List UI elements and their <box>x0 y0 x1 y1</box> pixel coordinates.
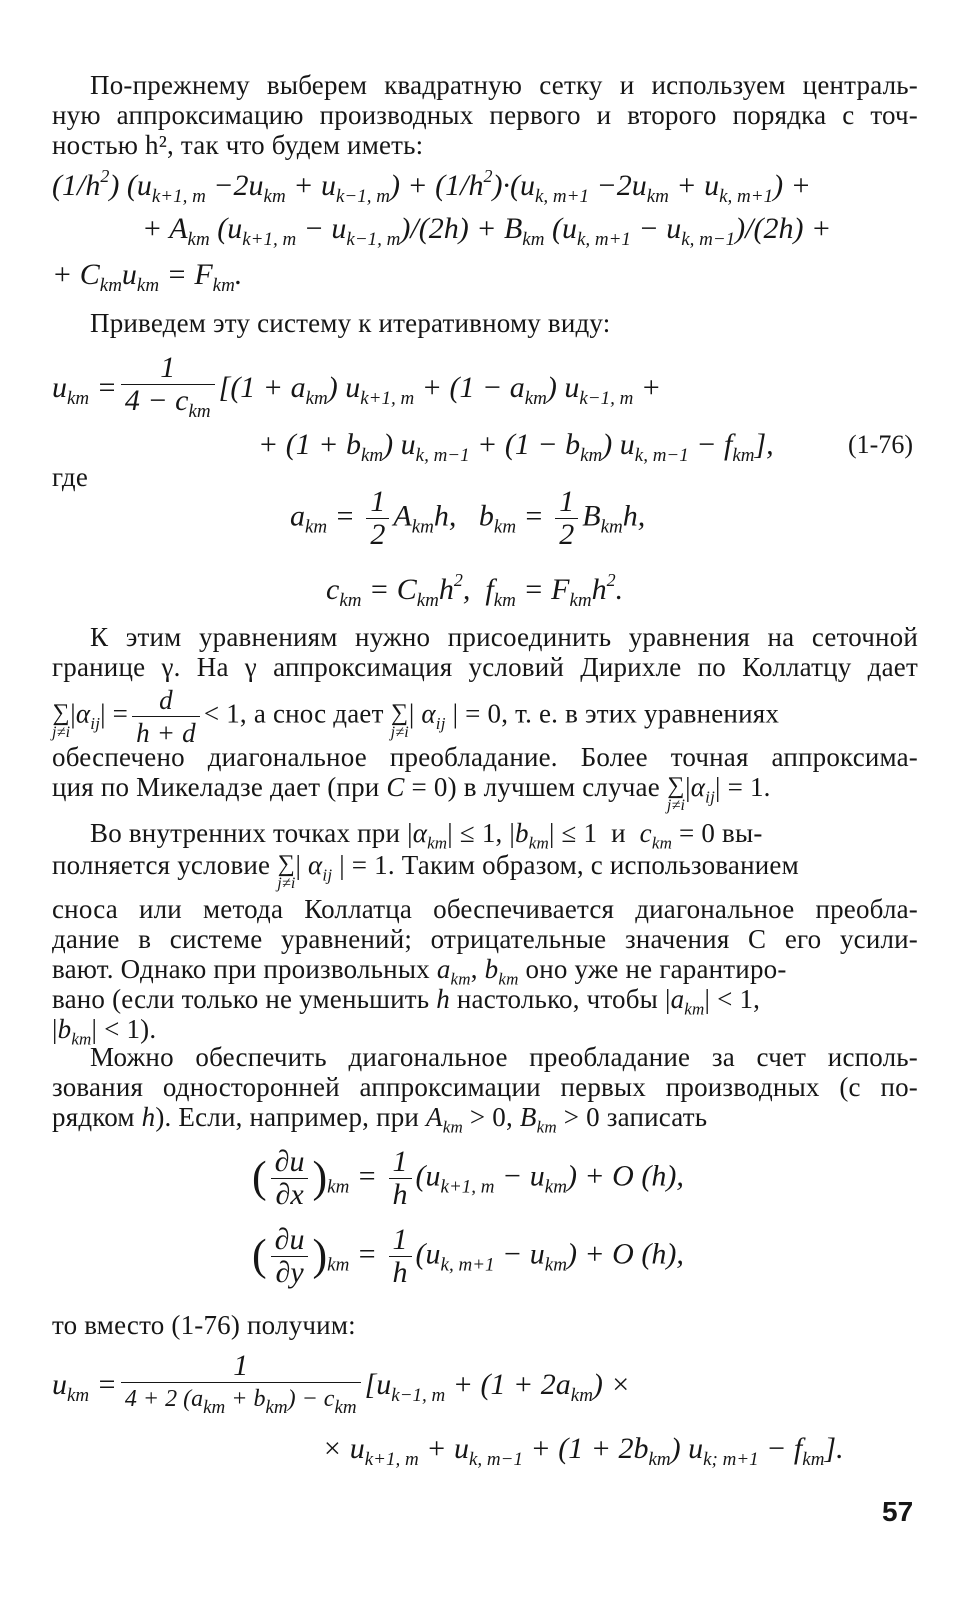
paragraph-3-line-4: обеспечено диагональное преобладание. Более точная аппроксима- <box>52 742 918 772</box>
paragraph-3-line-2: границе γ. На γ аппроксимация условий Дирихле по Коллатцу дает <box>52 652 918 682</box>
paragraph-1-line-2: ную аппроксимацию производных первого и второго порядка с точ- <box>52 100 918 130</box>
paragraph-4-line-6: вано (если только не уменьшить h настолько, чтобы $|a_{km}| < 1$, <box>52 984 761 1019</box>
paragraph-3-line-1: К этим уравнениям нужно присоединить уравнения на сеточной <box>90 622 918 652</box>
derivative-x-equation: ( $\frac{\partial u}{\partial x}$ )$_{km}$ = $\frac{1}{h}$ $(u_{k+1, m} - u_{km}) + O$ (h), <box>252 1145 684 1211</box>
paragraph-5-line-1: Можно обеспечить диагональное преобладание за счет исполь- <box>90 1042 918 1072</box>
paragraph-1-line-3: ностью h², так что будем иметь: <box>52 130 424 160</box>
system-equation-line-2: + $A_{km}$ $(u_{k+1, m} - u_{k-1, m})/(2h) + B_{km}$ $(u_{k, m+1} - u_{k, m-1})/(2h)$ + <box>142 212 832 250</box>
final-equation-line-2: × $u_{k+1, m} + u_{k, m-1} + (1 + 2b_{km}) u_{k; m+1} - f_{km}$]. <box>322 1432 844 1470</box>
paragraph-4-line-3: сноса или метода Коллатца обеспечивается диагональное преобла- <box>52 894 918 924</box>
paragraph-4-line-5: вают. Однако при произвольных $a_{km}$, $b_{km}$ оно уже не гарантиро- <box>52 954 787 989</box>
iterative-equation-line-2: + $(1 + b_{km})$ $u_{k, m-1} + (1 - b_{km}) u_{k, m-1} - f_{km}$], <box>258 428 774 466</box>
definitions-line-1: $a_{km}$ = $\frac{1}{2}$ $A_{km}h$, $b_{km}$ = $\frac{1}{2}$ $B_{km}h$, <box>290 485 646 551</box>
paragraph-4-line-4: дание в системе уравнений; отрицательные значения C его усили- <box>52 924 918 954</box>
paragraph-3-line-5: ция по Микеладзе дает (при C = 0) в лучшем случае ∑ j≠i $|\alpha_{ij}| = 1$. <box>52 772 771 814</box>
where-word: где <box>52 462 89 492</box>
page-number: 57 <box>882 1496 914 1527</box>
paragraph-4-line-2: полняется условие ∑ j≠i | $\alpha_{ij}$ | = 1. Таким образом, с использованием <box>52 850 799 892</box>
paragraph-5-line-2: зования односторонней аппроксимации первых производных (с по- <box>52 1072 918 1102</box>
paragraph-6: то вместо (1-76) получим: <box>52 1310 356 1340</box>
system-equation-line-1: $(1/h^2)$ $(u_{k+1, m} -2u_{km} + u_{k-1, m}) + (1/h^2)\cdot(u_{k, m+1} -2u_{km} + u_{k, m+1})$ + <box>52 166 811 207</box>
paragraph-3-line-3: ∑ j≠i $|\alpha_{ij}|$ = $\frac{d}{h + d}$ < 1, а снос дает ∑ j≠i | $\alpha_{ij}$ | = 0, т. е. в этих уравнениях <box>52 685 780 748</box>
paragraph-2: Приведем эту систему к итеративному виду: <box>90 308 611 338</box>
derivative-y-equation: ( $\frac{\partial u}{\partial y}$ )$_{km}$ = $\frac{1}{h}$ $(u_{k, m+1} - u_{km}) + O$ (h), <box>252 1223 684 1289</box>
paragraph-5-line-3: рядком h). Если, например, при $A_{km} > 0$, $B_{km} > 0$ записать <box>52 1102 708 1137</box>
system-equation-line-3: + $C_{km}u_{km} = F_{km}$. <box>52 258 243 296</box>
paragraph-4-line-7: $|b_{km}| < 1$). <box>52 1014 157 1049</box>
paragraph-1-line-1: По-прежнему выберем квадратную сетку и используем централь- <box>90 70 918 100</box>
final-equation-line-1: $u_{km}$ = $\frac{1}{4 + 2 (a_{km} + b_{km}) - c_{km}}$ [$u_{k-1, m} + (1 + 2a_{km})$ × <box>52 1349 631 1418</box>
paragraph-4-line-1: Во внутренних точках при $|\alpha_{km}| \le 1$, $|b_{km}| \le 1$ и $c_{km} = 0$ вы- <box>90 818 763 853</box>
definitions-line-2: $c_{km} = C_{km}h^2$, $f_{km} = F_{km}h^2$. <box>326 570 624 611</box>
iterative-equation-line-1: $u_{km}$ = $\frac{1}{4 - c_{km}}$ [$(1 + a_{km})$ $u_{k+1, m} + (1 - a_{km}) u_{k-1, m}$ + <box>52 351 662 422</box>
equation-number-1-76: (1-76) <box>848 430 913 459</box>
